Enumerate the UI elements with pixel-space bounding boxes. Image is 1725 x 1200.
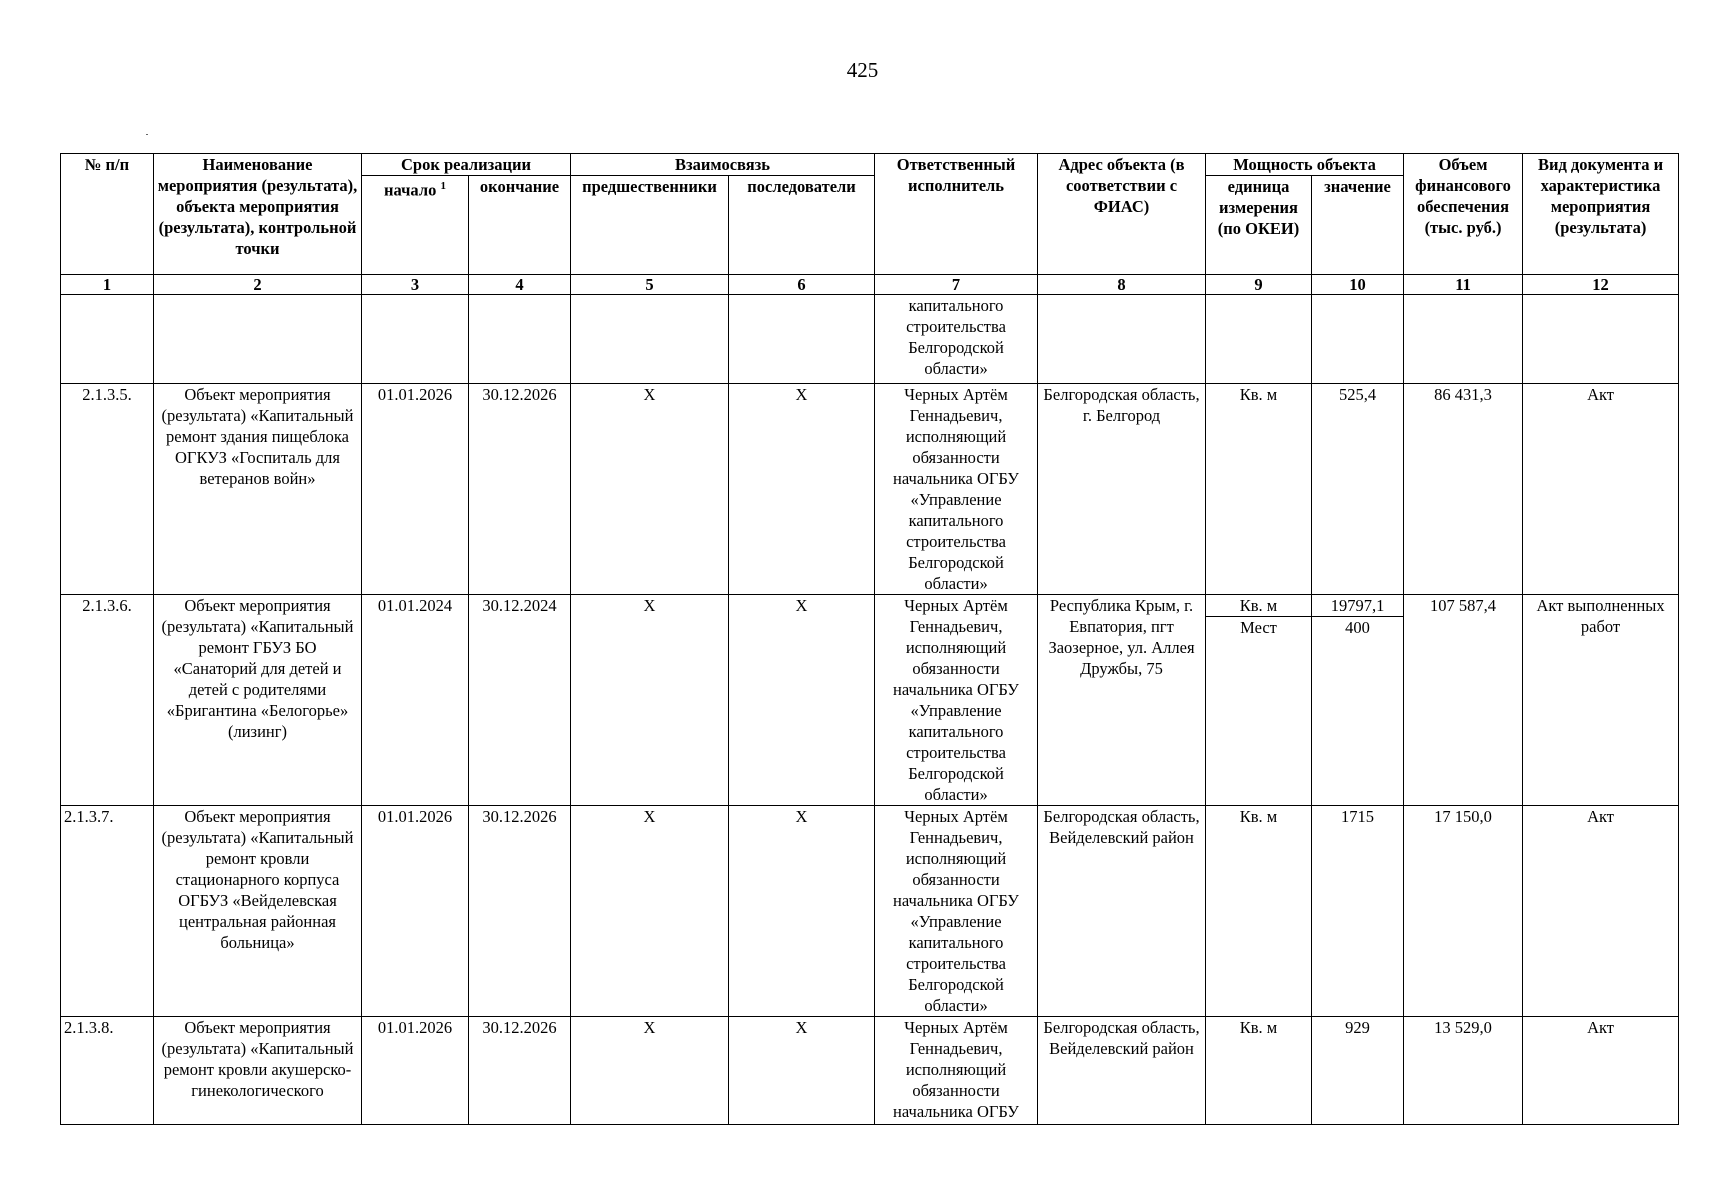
events-table bbox=[60, 153, 1679, 1125]
cell-edinica-1: Кв. м bbox=[1206, 595, 1311, 617]
cell-number: 2.1.3.6. bbox=[61, 595, 154, 806]
cell-end: 30.12.2026 bbox=[469, 384, 571, 595]
cell-znachenie: 525,4 bbox=[1312, 384, 1404, 595]
col-number: 1 bbox=[61, 275, 154, 295]
cell-adres: Республика Крым, г. Евпатория, пгт Заозерное, ул. Аллея Дружбы, 75 bbox=[1038, 595, 1206, 806]
header-okonchanie: окончание bbox=[469, 176, 571, 275]
col-number: 10 bbox=[1312, 275, 1404, 295]
cell-start: 01.01.2026 bbox=[362, 1017, 469, 1125]
cell-vid: Акт выполненных работ bbox=[1523, 595, 1679, 806]
header-vzaimosvyaz: Взаимосвязь bbox=[571, 154, 875, 176]
header-znachenie: значение bbox=[1312, 176, 1404, 275]
cell-name: Объект мероприятия (результата) «Капитальный ремонт ГБУЗ БО «Санаторий для детей и детей с родителями «Бригантина «Белогорье» (лизинг) bbox=[154, 595, 362, 806]
scan-speck bbox=[146, 134, 148, 135]
header-srok: Срок реализации bbox=[362, 154, 571, 176]
header-otvetstvenny: Ответственный исполнитель bbox=[875, 154, 1038, 275]
cell-obem: 13 529,0 bbox=[1404, 1017, 1523, 1125]
header-name: Наименование мероприятия (результата), объекта мероприятия (результата), контрольной точки bbox=[154, 154, 362, 275]
header-predshestvenniki: предшественники bbox=[571, 176, 729, 275]
col-number: 8 bbox=[1038, 275, 1206, 295]
cell-pred: X bbox=[571, 1017, 729, 1125]
cell-edinica: Кв. м bbox=[1206, 1017, 1312, 1125]
cell-name: Объект мероприятия (результата) «Капитальный ремонт кровли стационарного корпуса ОГБУЗ «Вейделевская центральная районная больница» bbox=[154, 806, 362, 1017]
col-number: 12 bbox=[1523, 275, 1679, 295]
cell-otvetstvenny: Черных Артём Геннадьевич, исполняющий обязанности начальника ОГБУ «Управление капитального строительства Белгородской области» bbox=[875, 384, 1038, 595]
cell-pred: X bbox=[571, 384, 729, 595]
cell-obem: 86 431,3 bbox=[1404, 384, 1523, 595]
cell-end: 30.12.2026 bbox=[469, 806, 571, 1017]
cell-vid: Акт bbox=[1523, 806, 1679, 1017]
page-number: 425 bbox=[846, 58, 879, 82]
cell-znachenie: 929 bbox=[1312, 1017, 1404, 1125]
cell-adres: Белгородская область, Вейделевский район bbox=[1038, 806, 1206, 1017]
col-number: 11 bbox=[1404, 275, 1523, 295]
cell-end: 30.12.2024 bbox=[469, 595, 571, 806]
header-adres: Адрес объекта (в соответствии с ФИАС) bbox=[1038, 154, 1206, 275]
header-edinica: единица измерения (по ОКЕИ) bbox=[1206, 176, 1312, 275]
cell-pred: X bbox=[571, 595, 729, 806]
cell-name: Объект мероприятия (результата) «Капитальный ремонт здания пищеблока ОГКУЗ «Госпиталь для ветеранов войн» bbox=[154, 384, 362, 595]
cell-posl: X bbox=[729, 1017, 875, 1125]
cell-posl: X bbox=[729, 384, 875, 595]
cell-znachenie: 1715 bbox=[1312, 806, 1404, 1017]
cell-edinica bbox=[1206, 595, 1312, 806]
table-row bbox=[61, 384, 1679, 595]
cell-otvetstvenny: Черных Артём Геннадьевич, исполняющий обязанности начальника ОГБУ bbox=[875, 1017, 1038, 1125]
table-row-continuation bbox=[61, 295, 1679, 384]
cell-number: 2.1.3.7. bbox=[61, 806, 154, 1017]
cell-otvetstvenny: Черных Артём Геннадьевич, исполняющий обязанности начальника ОГБУ «Управление капитального строительства Белгородской области» bbox=[875, 595, 1038, 806]
table-row bbox=[61, 595, 1679, 806]
cell-edinica: Кв. м bbox=[1206, 806, 1312, 1017]
cell-posl: X bbox=[729, 595, 875, 806]
header-number: № п/п bbox=[61, 154, 154, 275]
cell-number: 2.1.3.5. bbox=[61, 384, 154, 595]
header-nachalo: начало $^1$ bbox=[362, 176, 469, 275]
cell-vid: Акт bbox=[1523, 1017, 1679, 1125]
col-number: 2 bbox=[154, 275, 362, 295]
header-moshchnost: Мощность объекта bbox=[1206, 154, 1404, 176]
col-number: 6 bbox=[729, 275, 875, 295]
cell-obem: 17 150,0 bbox=[1404, 806, 1523, 1017]
cell-vid: Акт bbox=[1523, 384, 1679, 595]
cell-start: 01.01.2026 bbox=[362, 384, 469, 595]
col-number: 7 bbox=[875, 275, 1038, 295]
cell-number: 2.1.3.8. bbox=[61, 1017, 154, 1125]
table-row bbox=[61, 1017, 1679, 1125]
cell-edinica-2: Мест bbox=[1240, 618, 1277, 637]
col-number: 5 bbox=[571, 275, 729, 295]
cell-start: 01.01.2026 bbox=[362, 806, 469, 1017]
cell-adres: Белгородская область, Вейделевский район bbox=[1038, 1017, 1206, 1125]
cell-znachenie-2: 400 bbox=[1345, 618, 1370, 637]
col-number: 9 bbox=[1206, 275, 1312, 295]
header-posledovateli: последователи bbox=[729, 176, 875, 275]
header-vid-dokumenta: Вид документа и характеристика мероприятия (результата) bbox=[1523, 154, 1679, 275]
cell-znachenie-1: 19797,1 bbox=[1312, 595, 1403, 617]
cell-end: 30.12.2026 bbox=[469, 1017, 571, 1125]
cell-pred: X bbox=[571, 806, 729, 1017]
cell-edinica: Кв. м bbox=[1206, 384, 1312, 595]
table-row bbox=[61, 806, 1679, 1017]
cell-adres: Белгородская область, г. Белгород bbox=[1038, 384, 1206, 595]
col-number: 4 bbox=[469, 275, 571, 295]
cell-otvetstvenny: капитального строительства Белгородской области» bbox=[875, 295, 1038, 384]
header-obem: Объем финансового обеспечения (тыс. руб.) bbox=[1404, 154, 1523, 275]
cell-start: 01.01.2024 bbox=[362, 595, 469, 806]
col-number: 3 bbox=[362, 275, 469, 295]
cell-otvetstvenny: Черных Артём Геннадьевич, исполняющий обязанности начальника ОГБУ «Управление капитального строительства Белгородской области» bbox=[875, 806, 1038, 1017]
cell-name: Объект мероприятия (результата) «Капитальный ремонт кровли акушерско-гинекологического bbox=[154, 1017, 362, 1125]
cell-znachenie bbox=[1312, 595, 1404, 806]
cell-obem: 107 587,4 bbox=[1404, 595, 1523, 806]
cell-posl: X bbox=[729, 806, 875, 1017]
